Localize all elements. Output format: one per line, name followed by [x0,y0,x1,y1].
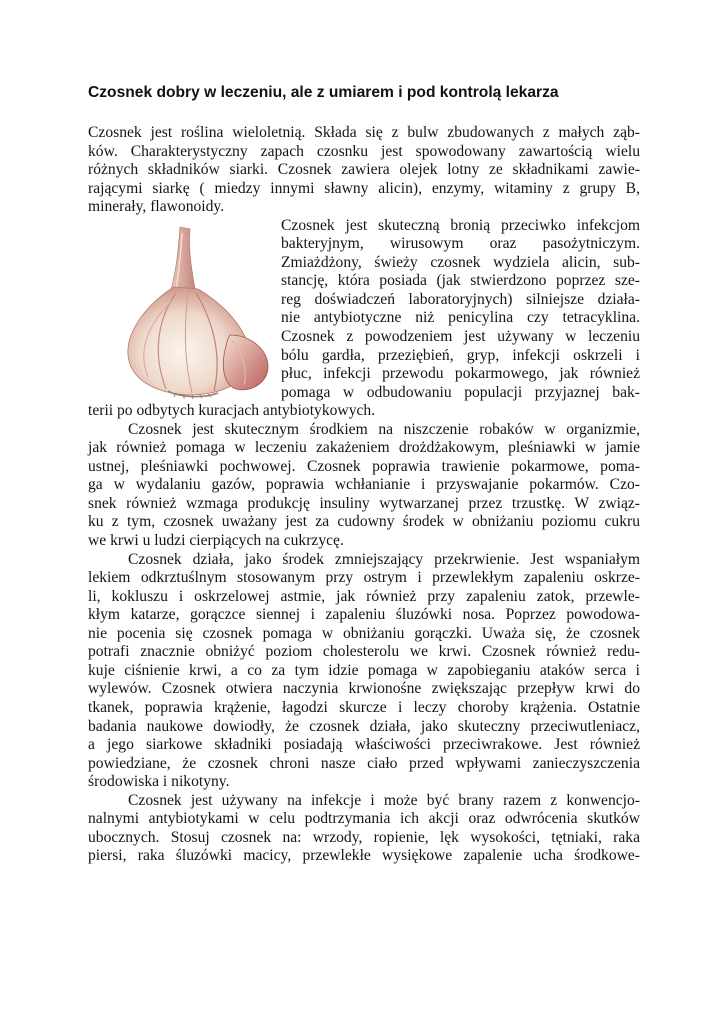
text-line: różnych składników siarki. Czosnek zawiera olejek lotny ze składnikami zawie- [88,161,640,179]
text-line: kłym katarze, gorączce siennej i zapaleniu śluzówki nosa. Poprzez powodowa- [88,606,640,624]
text-line: nie pocenia się czosnek pomaga w obniżaniu gorączki. Uważa się, że czosnek [88,624,640,642]
text-line: Czosnek jest skuteczną bronią przeciwko infekcjom [281,216,640,234]
text-line: tkanek, poprawia krążenie, łagodzi skurcze i leczy choroby krążenia. Ostatnie [88,698,640,716]
text-line: snek również wzmaga produkcję insuliny wytwarzanej przez trzustkę. W związ- [88,494,640,512]
text-line: powiedziane, że czosnek chroni nasze ciało przed wpływami zanieczyszczenia [88,754,640,772]
text-line: bakteryjnym, wirusowym oraz pasożytniczym. [281,235,640,253]
text-line: Czosnek jest skutecznym środkiem na niszczenie robaków w organizmie, [128,420,640,438]
text-line: płuc, infekcji przewodu pokarmowego, jak również [281,365,640,383]
text-line: nie antybiotyczne niż penicylina czy tetracyklina. [281,309,640,327]
text-line: nalnymi antybiotykami w celu podtrzymania ich akcji oraz odwrócenia skutków [88,810,640,828]
paragraph-parasites [88,421,640,551]
text-line: kuje ciśnienie krwi, a co za tym idzie pomaga w zapobieganiu ataków serca i [88,661,640,679]
text-line: Zmiażdżony, świeży czosnek wydziela alicin, sub- [281,253,640,271]
text-line: minerały, flawonoidy. [88,198,225,216]
text-line: reg doświadczeń laboratoryjnych) silniejsze działa- [281,290,640,308]
text-line: ków. Charakterystyczny zapach czosnku jest spowodowany zawartością wielu [88,142,640,160]
text-line: ustnej, pleśniawki pochwowej. Czosnek poprawia trawienie pokarmowe, poma- [88,457,640,475]
text-line: środowiska i nikotyny. [88,773,230,791]
intro-paragraph [88,124,640,217]
text-line: lekiem odkrztuślnym stosowanym przy ostrym i przewlekłym zapaleniu oskrze- [88,569,640,587]
text-line: li, kokluszu i oskrzelowej astmie, jak również przy zapaleniu zatok, przewle- [88,587,640,605]
document-title: Czosnek dobry w leczeniu, ale z umiarem i pod kontrolą lekarza [88,84,559,101]
text-line: rającymi siarkę ( miedzy innymi sławny alicin), enzymy, witaminy z grupy B, [88,179,640,197]
text-line: a jego siarkowe składniki posiadają właściwości przeciwrakowe. Jest również [88,736,640,754]
text-line: Czosnek jest używany na infekcje i może być brany razem z konwencjo- [128,791,640,809]
text-line: terii po odbytych kuracjach antybiotykowych. [88,402,376,420]
paragraph-circulation [88,551,640,792]
wrapped-text [281,217,640,402]
text-line: piersi, raka śluzówki macicy, przewlekłe wysiękowe zapalenie ucha środkowe- [88,847,640,865]
text-line: badania naukowe dowiodły, że czosnek działa, jako skuteczny przeciwutleniacz, [88,717,640,735]
garlic-illustration [118,223,278,399]
text-line: Czosnek działa, jako środek zmniejszający przekrwienie. Jest wspaniałym [128,550,640,568]
text-line: potrafi znacznie obniżyć poziom cholesterolu we krwi. Czosnek również redu- [88,643,640,661]
text-line: ku z tym, czosnek uważany jest za cudowny środek w obniżaniu poziomu cukru [88,513,640,531]
text-line: ubocznych. Stosuj czosnek na: wrzody, ropienie, lęk wysokości, tętniaki, raka [88,828,640,846]
illustrated-paragraph [88,217,640,421]
text-line: bólu gardła, przeziębień, gryp, infekcji oskrzeli i [281,346,640,364]
text-line: pomaga w odbudowaniu populacji przyjaznej bak- [281,383,640,401]
text-line: we krwi u ludzi cierpiących na cukrzycę. [88,532,344,550]
text-line: jak również pomaga w leczeniu zakażeniem drożdżakowym, pleśniawki w jamie [88,439,640,457]
text-line: ga w wydalaniu gazów, poprawia wchłanianie i przyswajanie pokarmów. Czo- [88,476,640,494]
paragraph-infections [88,792,640,866]
text-line: wylewów. Czosnek otwiera naczynia krwionośne zwiększając przepływ krwi do [88,680,640,698]
document-page [88,84,640,866]
text-line: Czosnek z powodzeniem jest używany w leczeniu [281,328,640,346]
text-line: Czosnek jest roślina wieloletnią. Składa się z bulw zbudowanych z małych ząb- [88,124,640,141]
text-line: stancję, która posiada (jak stwierdzono poprzez sze- [281,272,640,290]
